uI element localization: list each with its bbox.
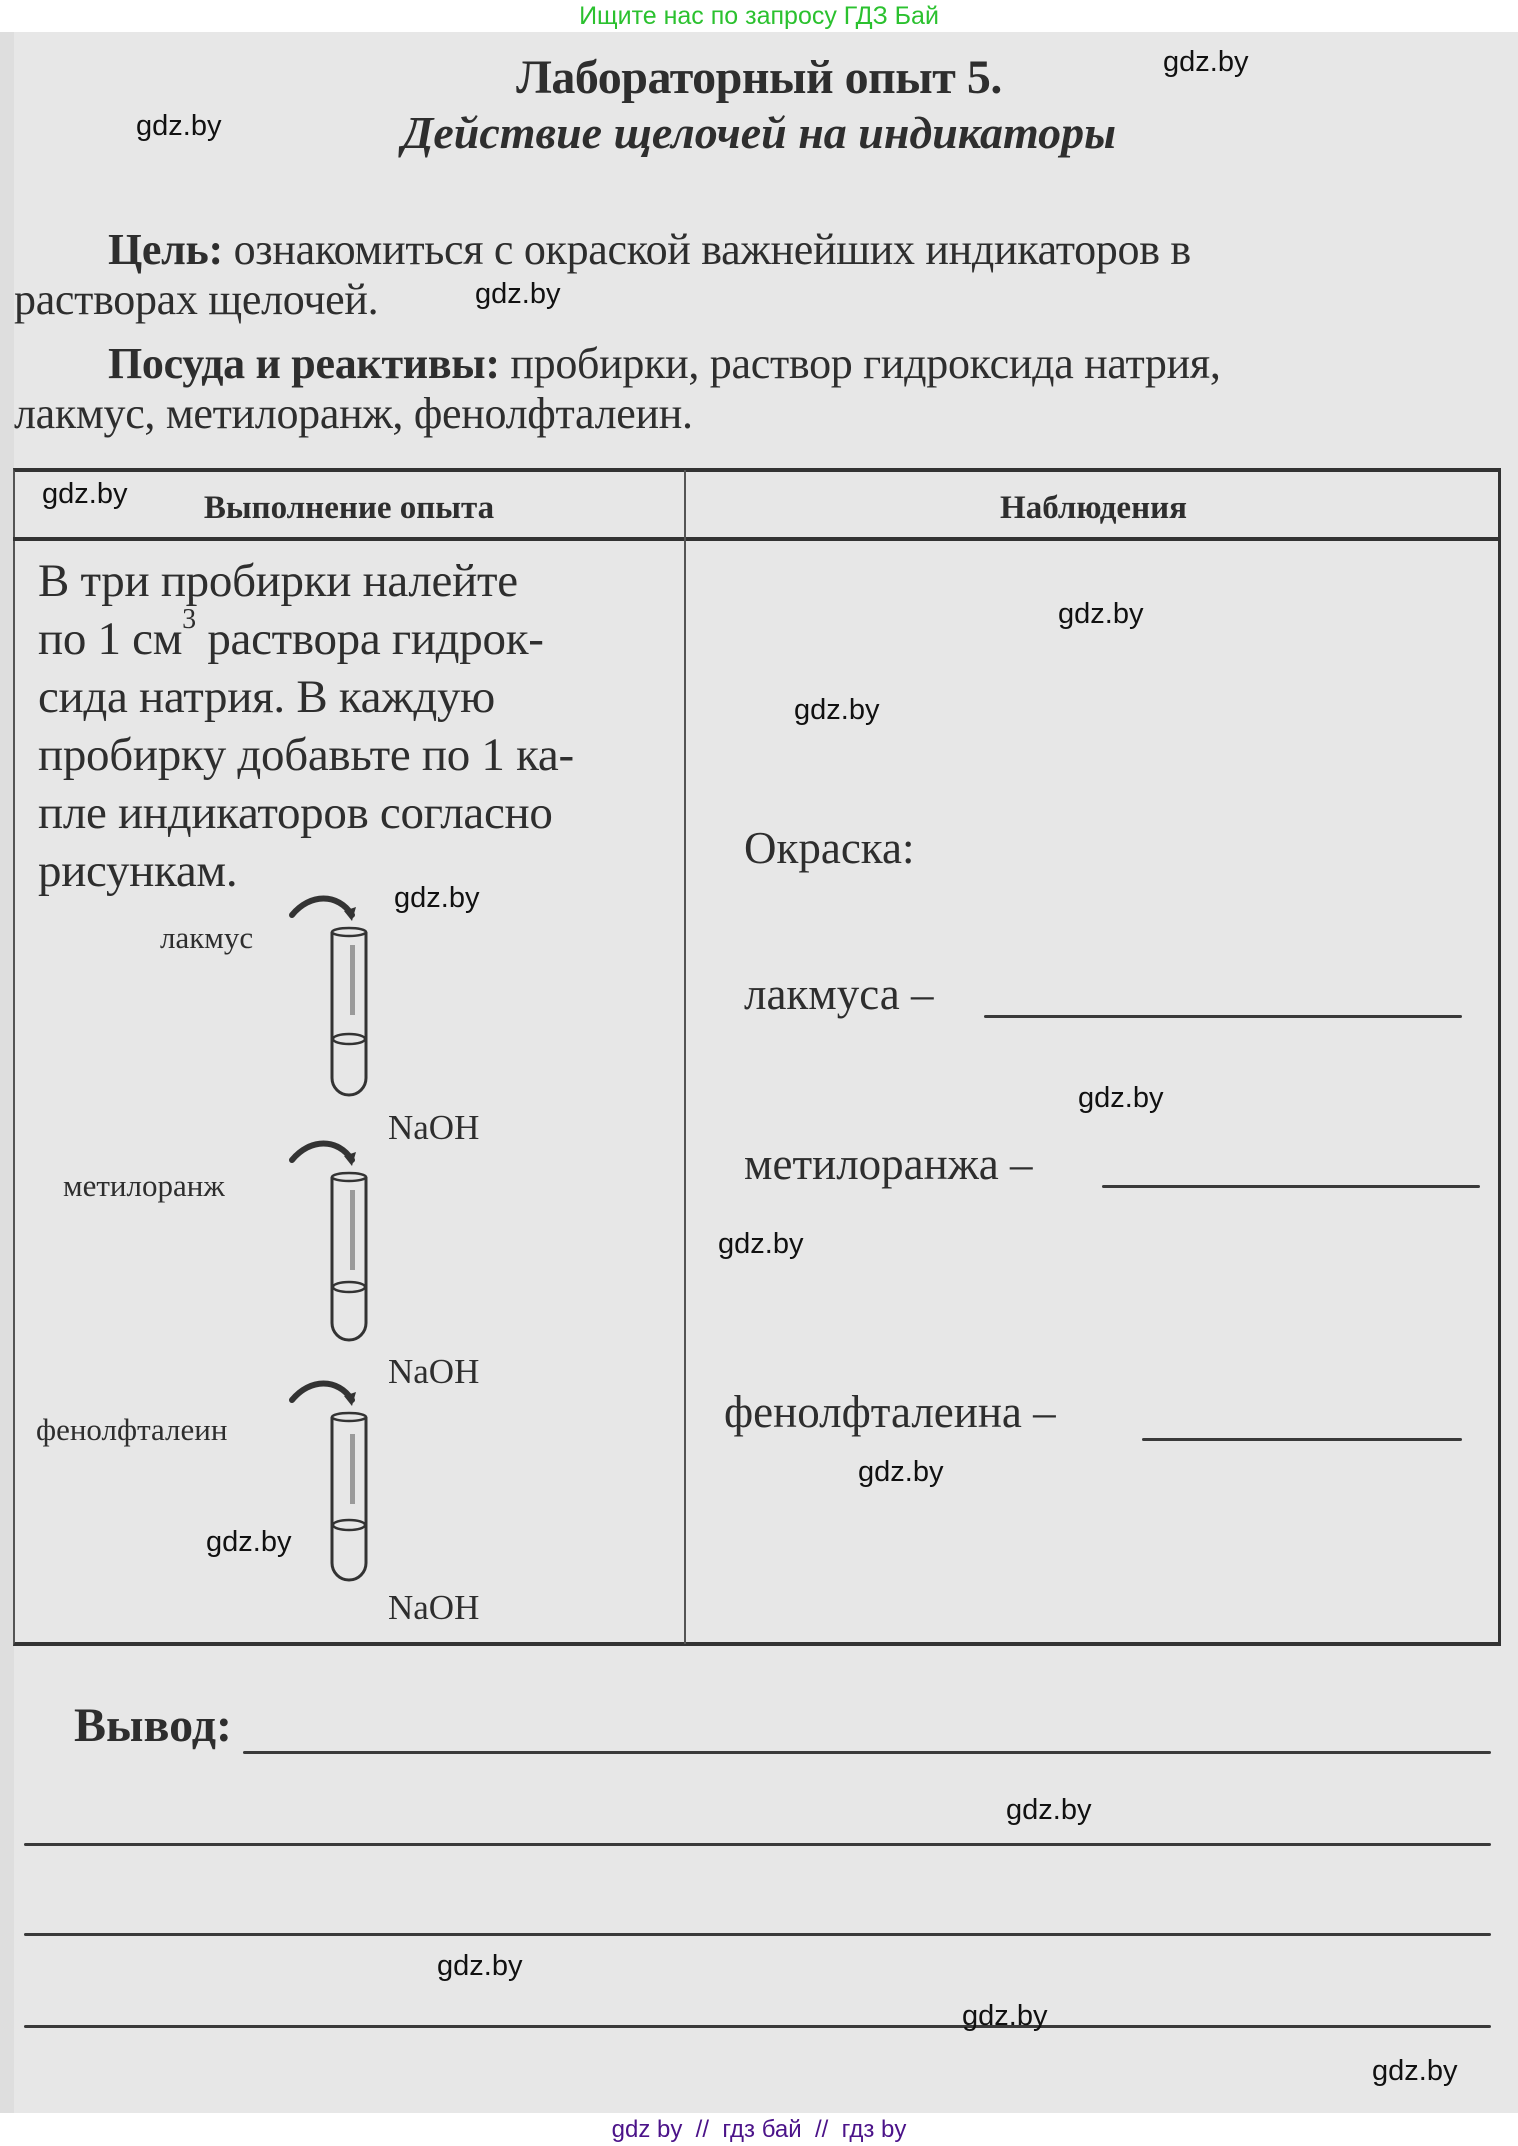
watermark: gdz.by <box>794 694 880 726</box>
watermark: gdz.by <box>206 1526 292 1558</box>
procedure-line-3: сида натрия. В каждую <box>38 671 495 723</box>
goal-text-1: ознакомиться с окраской важнейших индикаторов в <box>233 225 1191 274</box>
watermark: gdz.by <box>475 278 561 310</box>
watermark: gdz.by <box>437 1950 523 1982</box>
conclusion-line-1[interactable] <box>243 1751 1491 1754</box>
top-banner: Ищите нас по запросу ГДЗ Бай <box>0 0 1518 32</box>
superscript-3: 3 <box>182 604 196 635</box>
equipment-text-1: пробирки, раствор гидроксида натрия, <box>510 339 1221 388</box>
test-tube-litmus-icon <box>280 895 390 1100</box>
page-subtitle: Действие щелочей на индикаторы <box>401 107 1117 158</box>
observations-heading: Окраска: <box>744 823 915 873</box>
observation-label-methyl-orange: метилоранжа – <box>744 1139 1033 1189</box>
solution-label-3: NaOH <box>388 1588 480 1627</box>
indicator-label-phenolphthalein: фенолфталеин <box>36 1412 228 1447</box>
page-edge <box>0 32 14 2113</box>
conclusion-line-4[interactable] <box>24 2025 1491 2028</box>
watermark: gdz.by <box>1006 1794 1092 1826</box>
watermark: gdz.by <box>718 1228 804 1260</box>
goal-line-1 <box>108 224 1191 275</box>
watermark: gdz.by <box>1078 1082 1164 1114</box>
observation-blank-methyl-orange[interactable] <box>1102 1185 1480 1188</box>
equipment-text-2: лакмус, метилоранж, фенолфталеин. <box>14 389 693 438</box>
goal-label: Цель: <box>108 225 223 274</box>
goal-text-2: растворах щелочей. <box>14 275 379 324</box>
test-tube-phenolphthalein-icon <box>280 1380 390 1585</box>
column-header-observations: Наблюдения <box>1000 490 1187 526</box>
watermark: gdz.by <box>962 2000 1048 2032</box>
procedure-line-2-rest: раствора гидрок- <box>207 613 544 665</box>
equipment-label: Посуда и реактивы: <box>108 339 500 388</box>
column-header-procedure: Выполнение опыта <box>203 490 495 526</box>
conclusion-line-3[interactable] <box>24 1933 1491 1936</box>
procedure-line-1: В три пробирки налейте <box>38 555 518 607</box>
test-tube-methyl-orange-icon <box>280 1140 390 1345</box>
solution-label-2: NaOH <box>388 1352 480 1391</box>
procedure-line-5: пле индикаторов согласно <box>38 787 553 839</box>
watermark: gdz.by <box>1163 46 1249 78</box>
watermark: gdz.by <box>1372 2055 1458 2087</box>
page-title: Лабораторный опыт 5. <box>516 51 1002 104</box>
observation-label-litmus: лакмуса – <box>744 969 934 1019</box>
observation-blank-litmus[interactable] <box>984 1015 1462 1018</box>
watermark: gdz.by <box>42 478 128 510</box>
conclusion-label: Вывод: <box>74 1699 232 1752</box>
conclusion-line-2[interactable] <box>24 1843 1491 1846</box>
observation-label-phenolphthalein: фенолфталеина – <box>724 1387 1056 1437</box>
watermark: gdz.by <box>136 110 222 142</box>
solution-label-1: NaOH <box>388 1108 480 1147</box>
observation-blank-phenolphthalein[interactable] <box>1142 1438 1462 1441</box>
equipment-line-1 <box>108 338 1221 389</box>
procedure-line-6: рисункам. <box>38 845 238 897</box>
procedure-volume: по 1 см <box>38 613 183 665</box>
table-header-rule <box>13 537 1501 541</box>
procedure-line-4: пробирку добавьте по 1 ка- <box>38 729 574 781</box>
watermark: gdz.by <box>394 882 480 914</box>
footer-links[interactable]: gdz by // гдз бай // гдз by <box>0 2113 1518 2146</box>
indicator-label-litmus: лакмус <box>160 920 254 955</box>
indicator-label-methyl-orange: метилоранж <box>63 1168 225 1203</box>
watermark: gdz.by <box>858 1456 944 1488</box>
table-column-divider <box>684 470 686 1644</box>
watermark: gdz.by <box>1058 598 1144 630</box>
